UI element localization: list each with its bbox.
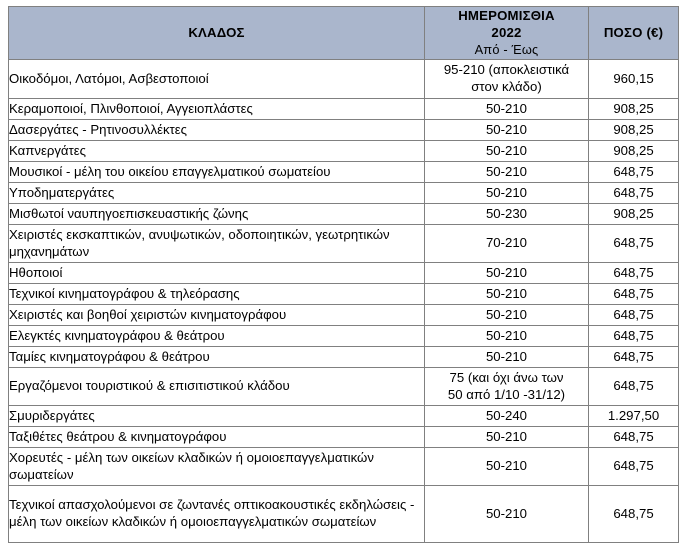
wage-table xyxy=(8,6,679,543)
cell-days xyxy=(425,60,589,99)
cell-days xyxy=(425,368,589,406)
cell-branch: Χειριστές και βοηθοί χειριστών κινηματογράφου xyxy=(9,305,425,326)
cell-days: 50-210 xyxy=(425,427,589,448)
table-row xyxy=(9,141,679,162)
cell-amount: 908,25 xyxy=(589,141,679,162)
cell-amount: 648,75 xyxy=(589,427,679,448)
table-row xyxy=(9,448,679,486)
cell-amount: 648,75 xyxy=(589,305,679,326)
cell-branch: Μισθωτοί ναυπηγοεπισκευαστικής ζώνης xyxy=(9,204,425,225)
cell-amount: 908,25 xyxy=(589,120,679,141)
cell-days: 50-210 xyxy=(425,141,589,162)
cell-branch-line1: Χειριστές εκσκαπτικών, ανυψωτικών, οδοποιητικών, xyxy=(9,226,312,242)
cell-branch xyxy=(9,486,425,543)
cell-days: 50-210 xyxy=(425,99,589,120)
cell-days: 50-210 xyxy=(425,162,589,183)
cell-branch: Υποδηματεργάτες xyxy=(9,183,425,204)
table-row xyxy=(9,486,679,543)
cell-branch-line2: εκδηλώσεις - μέλη των οικείων κλαδικών ή xyxy=(9,497,415,529)
cell-days: 50-210 xyxy=(425,448,589,486)
table-row xyxy=(9,99,679,120)
cell-branch: Ελεγκτές κινηματογράφου & θεάτρου xyxy=(9,326,425,347)
cell-days: 50-230 xyxy=(425,204,589,225)
cell-amount: 1.297,50 xyxy=(589,406,679,427)
cell-branch: Ταμίες κινηματογράφου & θεάτρου xyxy=(9,347,425,368)
cell-branch: Οικοδόμοι, Λατόμοι, Ασβεστοποιοί xyxy=(9,60,425,99)
column-header-days xyxy=(425,7,589,60)
cell-amount: 648,75 xyxy=(589,486,679,543)
cell-branch: Κεραμοποιοί, Πλινθοποιοί, Αγγειοπλάστες xyxy=(9,99,425,120)
table-row xyxy=(9,406,679,427)
cell-amount: 648,75 xyxy=(589,183,679,204)
cell-branch: Δασεργάτες - Ρητινοσυλλέκτες xyxy=(9,120,425,141)
cell-branch: Ηθοποιοί xyxy=(9,263,425,284)
cell-days-line2: στον κλάδο) xyxy=(471,79,542,94)
cell-amount: 648,75 xyxy=(589,326,679,347)
cell-days: 50-210 xyxy=(425,120,589,141)
header-row xyxy=(9,7,679,60)
column-header-days-line1: ΗΜΕΡΟΜΙΣΘΙΑ xyxy=(458,7,555,23)
cell-days: 50-210 xyxy=(425,284,589,305)
table-row xyxy=(9,368,679,406)
cell-days: 50-210 xyxy=(425,263,589,284)
cell-branch-line1: Χορευτές - μέλη των οικείων κλαδικών ή xyxy=(9,449,243,465)
column-header-branch: ΚΛΑΔΟΣ xyxy=(9,7,425,60)
column-header-amount: ΠΟΣΟ (€) xyxy=(589,7,679,60)
column-header-days-line3: Από - Έως xyxy=(474,41,539,57)
cell-amount: 908,25 xyxy=(589,204,679,225)
cell-branch: Σμυριδεργάτες xyxy=(9,406,425,427)
cell-branch: Καπνεργάτες xyxy=(9,141,425,162)
table-row xyxy=(9,305,679,326)
cell-branch: Εργαζόμενοι τουριστικού & επισιτιστικού κλάδου xyxy=(9,368,425,406)
cell-days: 50-240 xyxy=(425,406,589,427)
cell-branch xyxy=(9,225,425,263)
table-header xyxy=(9,7,679,60)
table-row xyxy=(9,120,679,141)
cell-amount: 648,75 xyxy=(589,448,679,486)
cell-branch-line1: Τεχνικοί απασχολούμενοι σε ζωντανές οπτικοακουστικές xyxy=(9,497,336,513)
cell-branch: Ταξιθέτες θεάτρου & κινηματογράφου xyxy=(9,427,425,448)
cell-days: 50-210 xyxy=(425,347,589,368)
table-row xyxy=(9,60,679,99)
cell-days-line1: 75 (και όχι άνω των xyxy=(449,369,564,385)
cell-days: 50-210 xyxy=(425,486,589,543)
cell-branch xyxy=(9,448,425,486)
table-row xyxy=(9,427,679,448)
cell-amount: 648,75 xyxy=(589,347,679,368)
cell-days: 50-210 xyxy=(425,326,589,347)
cell-days: 70-210 xyxy=(425,225,589,263)
cell-amount: 960,15 xyxy=(589,60,679,99)
table-row xyxy=(9,183,679,204)
table-body xyxy=(9,60,679,543)
cell-amount: 648,75 xyxy=(589,225,679,263)
table-row xyxy=(9,263,679,284)
table-row xyxy=(9,347,679,368)
table-row xyxy=(9,204,679,225)
table-row xyxy=(9,326,679,347)
cell-branch-line2: ομοιοεπαγγελματικών σωματείων xyxy=(9,449,374,482)
cell-branch-line2: γεωτρητικών μηχανημάτων xyxy=(9,226,390,259)
table-row xyxy=(9,284,679,305)
cell-branch: Μουσικοί - μέλη του οικείου επαγγελματικού σωματείου xyxy=(9,162,425,183)
table-row xyxy=(9,162,679,183)
cell-amount: 908,25 xyxy=(589,99,679,120)
cell-branch: Τεχνικοί κινηματογράφου & τηλεόρασης xyxy=(9,284,425,305)
cell-amount: 648,75 xyxy=(589,368,679,406)
cell-days: 50-210 xyxy=(425,305,589,326)
cell-days: 50-210 xyxy=(425,183,589,204)
table-row xyxy=(9,225,679,263)
cell-days-line2: 50 από 1/10 -31/12) xyxy=(447,386,566,402)
cell-days-line1: 95-210 (αποκλειστικά xyxy=(443,62,570,78)
cell-branch-line3: ομοιοεπαγγελματικών σωματείων xyxy=(180,514,377,529)
column-header-days-line2: 2022 xyxy=(491,24,522,40)
cell-amount: 648,75 xyxy=(589,284,679,305)
cell-amount: 648,75 xyxy=(589,263,679,284)
cell-amount: 648,75 xyxy=(589,162,679,183)
